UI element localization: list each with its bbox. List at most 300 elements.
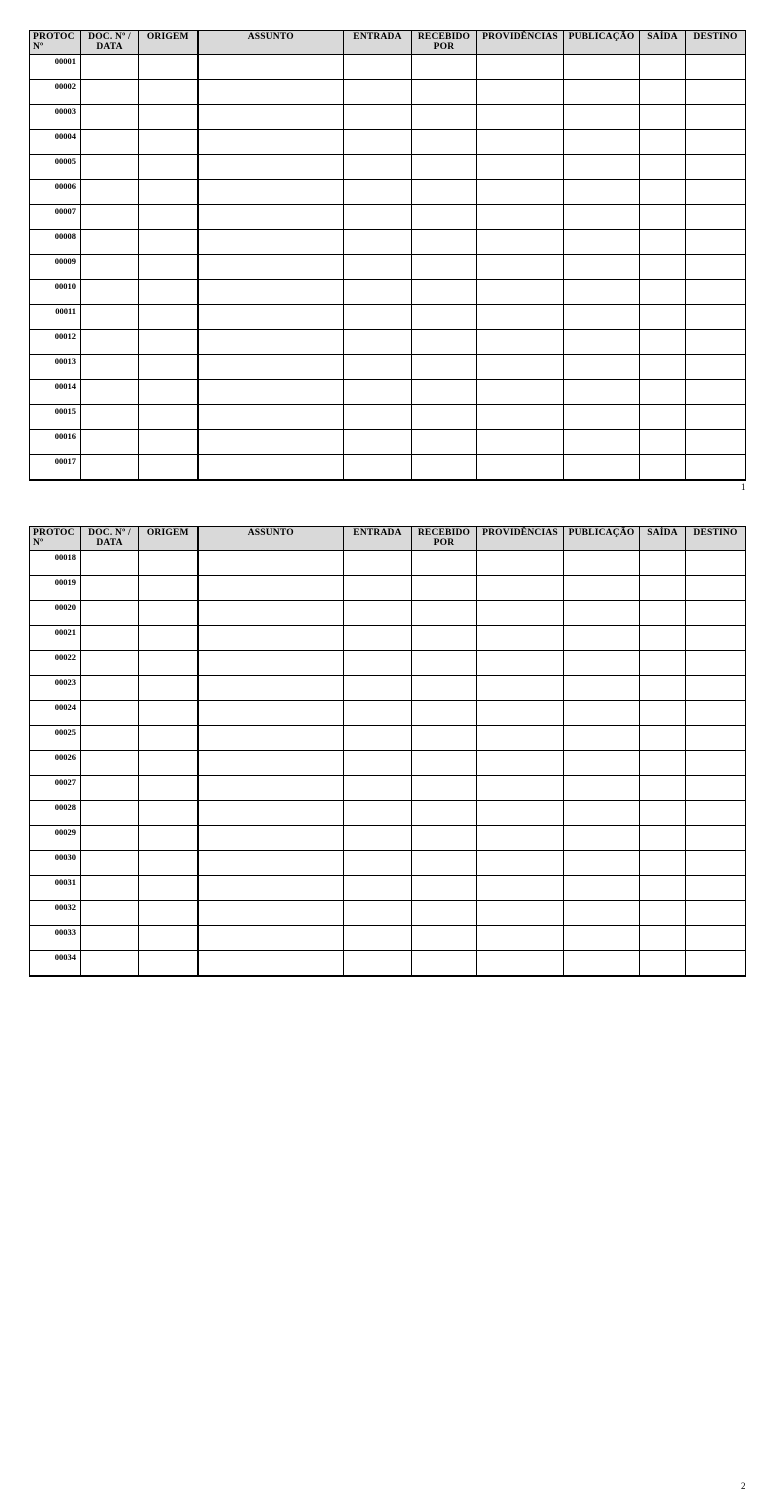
cell-providencias[interactable] (477, 851, 564, 876)
cell-providencias[interactable] (477, 701, 564, 726)
cell-assunto[interactable] (198, 626, 344, 651)
cell-assunto[interactable] (198, 130, 344, 155)
cell-doc[interactable] (81, 776, 139, 801)
cell-saida[interactable] (640, 455, 686, 481)
cell-publicacao[interactable] (564, 551, 640, 576)
cell-publicacao[interactable] (564, 280, 640, 305)
cell-doc[interactable] (81, 751, 139, 776)
cell-doc[interactable] (81, 105, 139, 130)
cell-doc[interactable] (81, 405, 139, 430)
cell-doc[interactable] (81, 801, 139, 826)
cell-publicacao[interactable] (564, 676, 640, 701)
cell-saida[interactable] (640, 926, 686, 951)
cell-publicacao[interactable] (564, 801, 640, 826)
cell-recebido[interactable] (412, 676, 477, 701)
cell-saida[interactable] (640, 430, 686, 455)
cell-providencias[interactable] (477, 576, 564, 601)
cell-recebido[interactable] (412, 130, 477, 155)
cell-saida[interactable] (640, 55, 686, 80)
cell-recebido[interactable] (412, 726, 477, 751)
cell-entrada[interactable] (344, 155, 412, 180)
cell-saida[interactable] (640, 105, 686, 130)
cell-recebido[interactable] (412, 330, 477, 355)
cell-entrada[interactable] (344, 380, 412, 405)
cell-entrada[interactable] (344, 405, 412, 430)
cell-entrada[interactable] (344, 355, 412, 380)
cell-destino[interactable] (686, 380, 746, 405)
cell-assunto[interactable] (198, 776, 344, 801)
cell-providencias[interactable] (477, 876, 564, 901)
cell-providencias[interactable] (477, 776, 564, 801)
cell-origem[interactable] (139, 205, 198, 230)
cell-entrada[interactable] (344, 901, 412, 926)
cell-destino[interactable] (686, 230, 746, 255)
cell-entrada[interactable] (344, 801, 412, 826)
cell-destino[interactable] (686, 626, 746, 651)
cell-entrada[interactable] (344, 80, 412, 105)
cell-origem[interactable] (139, 726, 198, 751)
cell-destino[interactable] (686, 405, 746, 430)
cell-publicacao[interactable] (564, 380, 640, 405)
cell-origem[interactable] (139, 280, 198, 305)
cell-entrada[interactable] (344, 676, 412, 701)
cell-doc[interactable] (81, 676, 139, 701)
cell-origem[interactable] (139, 801, 198, 826)
cell-saida[interactable] (640, 751, 686, 776)
cell-origem[interactable] (139, 951, 198, 977)
cell-entrada[interactable] (344, 430, 412, 455)
cell-entrada[interactable] (344, 751, 412, 776)
cell-saida[interactable] (640, 305, 686, 330)
cell-publicacao[interactable] (564, 55, 640, 80)
cell-doc[interactable] (81, 430, 139, 455)
cell-saida[interactable] (640, 205, 686, 230)
cell-doc[interactable] (81, 551, 139, 576)
cell-recebido[interactable] (412, 851, 477, 876)
cell-origem[interactable] (139, 851, 198, 876)
cell-doc[interactable] (81, 926, 139, 951)
cell-entrada[interactable] (344, 776, 412, 801)
cell-publicacao[interactable] (564, 926, 640, 951)
cell-assunto[interactable] (198, 305, 344, 330)
cell-entrada[interactable] (344, 651, 412, 676)
cell-destino[interactable] (686, 576, 746, 601)
cell-publicacao[interactable] (564, 205, 640, 230)
cell-assunto[interactable] (198, 751, 344, 776)
cell-publicacao[interactable] (564, 876, 640, 901)
cell-destino[interactable] (686, 551, 746, 576)
cell-destino[interactable] (686, 951, 746, 977)
cell-entrada[interactable] (344, 230, 412, 255)
cell-entrada[interactable] (344, 626, 412, 651)
cell-publicacao[interactable] (564, 951, 640, 977)
cell-saida[interactable] (640, 901, 686, 926)
cell-saida[interactable] (640, 355, 686, 380)
cell-recebido[interactable] (412, 876, 477, 901)
cell-doc[interactable] (81, 180, 139, 205)
cell-publicacao[interactable] (564, 355, 640, 380)
cell-entrada[interactable] (344, 551, 412, 576)
cell-providencias[interactable] (477, 305, 564, 330)
cell-destino[interactable] (686, 430, 746, 455)
cell-destino[interactable] (686, 105, 746, 130)
cell-origem[interactable] (139, 601, 198, 626)
cell-providencias[interactable] (477, 826, 564, 851)
cell-entrada[interactable] (344, 180, 412, 205)
cell-providencias[interactable] (477, 105, 564, 130)
cell-doc[interactable] (81, 305, 139, 330)
cell-publicacao[interactable] (564, 901, 640, 926)
cell-recebido[interactable] (412, 776, 477, 801)
cell-doc[interactable] (81, 355, 139, 380)
cell-destino[interactable] (686, 701, 746, 726)
cell-publicacao[interactable] (564, 776, 640, 801)
cell-providencias[interactable] (477, 330, 564, 355)
cell-recebido[interactable] (412, 80, 477, 105)
cell-assunto[interactable] (198, 551, 344, 576)
cell-entrada[interactable] (344, 926, 412, 951)
cell-destino[interactable] (686, 676, 746, 701)
cell-providencias[interactable] (477, 355, 564, 380)
cell-entrada[interactable] (344, 876, 412, 901)
cell-recebido[interactable] (412, 280, 477, 305)
cell-assunto[interactable] (198, 851, 344, 876)
cell-destino[interactable] (686, 205, 746, 230)
cell-saida[interactable] (640, 876, 686, 901)
cell-providencias[interactable] (477, 626, 564, 651)
cell-assunto[interactable] (198, 255, 344, 280)
cell-destino[interactable] (686, 651, 746, 676)
cell-recebido[interactable] (412, 305, 477, 330)
cell-recebido[interactable] (412, 105, 477, 130)
cell-recebido[interactable] (412, 901, 477, 926)
cell-origem[interactable] (139, 701, 198, 726)
cell-entrada[interactable] (344, 455, 412, 481)
cell-entrada[interactable] (344, 951, 412, 977)
cell-publicacao[interactable] (564, 255, 640, 280)
cell-providencias[interactable] (477, 901, 564, 926)
cell-doc[interactable] (81, 80, 139, 105)
cell-recebido[interactable] (412, 355, 477, 380)
cell-recebido[interactable] (412, 430, 477, 455)
cell-assunto[interactable] (198, 951, 344, 977)
cell-publicacao[interactable] (564, 701, 640, 726)
cell-entrada[interactable] (344, 851, 412, 876)
cell-destino[interactable] (686, 826, 746, 851)
cell-entrada[interactable] (344, 280, 412, 305)
cell-doc[interactable] (81, 280, 139, 305)
cell-doc[interactable] (81, 205, 139, 230)
cell-recebido[interactable] (412, 601, 477, 626)
cell-doc[interactable] (81, 701, 139, 726)
cell-recebido[interactable] (412, 380, 477, 405)
cell-providencias[interactable] (477, 430, 564, 455)
cell-providencias[interactable] (477, 651, 564, 676)
cell-assunto[interactable] (198, 355, 344, 380)
cell-saida[interactable] (640, 951, 686, 977)
cell-destino[interactable] (686, 455, 746, 481)
cell-publicacao[interactable] (564, 826, 640, 851)
cell-providencias[interactable] (477, 676, 564, 701)
cell-providencias[interactable] (477, 205, 564, 230)
cell-providencias[interactable] (477, 801, 564, 826)
cell-origem[interactable] (139, 430, 198, 455)
cell-destino[interactable] (686, 901, 746, 926)
cell-saida[interactable] (640, 155, 686, 180)
cell-providencias[interactable] (477, 405, 564, 430)
cell-recebido[interactable] (412, 230, 477, 255)
cell-assunto[interactable] (198, 180, 344, 205)
cell-providencias[interactable] (477, 551, 564, 576)
cell-providencias[interactable] (477, 926, 564, 951)
cell-saida[interactable] (640, 230, 686, 255)
cell-recebido[interactable] (412, 751, 477, 776)
cell-destino[interactable] (686, 280, 746, 305)
cell-assunto[interactable] (198, 80, 344, 105)
cell-doc[interactable] (81, 651, 139, 676)
cell-entrada[interactable] (344, 305, 412, 330)
cell-saida[interactable] (640, 826, 686, 851)
cell-entrada[interactable] (344, 701, 412, 726)
cell-publicacao[interactable] (564, 576, 640, 601)
cell-recebido[interactable] (412, 951, 477, 977)
cell-destino[interactable] (686, 751, 746, 776)
cell-assunto[interactable] (198, 726, 344, 751)
cell-origem[interactable] (139, 55, 198, 80)
cell-origem[interactable] (139, 305, 198, 330)
cell-doc[interactable] (81, 380, 139, 405)
cell-origem[interactable] (139, 626, 198, 651)
cell-publicacao[interactable] (564, 626, 640, 651)
cell-origem[interactable] (139, 230, 198, 255)
cell-assunto[interactable] (198, 430, 344, 455)
cell-doc[interactable] (81, 601, 139, 626)
cell-providencias[interactable] (477, 180, 564, 205)
cell-publicacao[interactable] (564, 851, 640, 876)
cell-saida[interactable] (640, 676, 686, 701)
cell-assunto[interactable] (198, 926, 344, 951)
cell-origem[interactable] (139, 405, 198, 430)
cell-publicacao[interactable] (564, 726, 640, 751)
cell-entrada[interactable] (344, 726, 412, 751)
cell-origem[interactable] (139, 826, 198, 851)
cell-destino[interactable] (686, 55, 746, 80)
cell-providencias[interactable] (477, 601, 564, 626)
cell-assunto[interactable] (198, 155, 344, 180)
cell-doc[interactable] (81, 876, 139, 901)
cell-providencias[interactable] (477, 280, 564, 305)
cell-saida[interactable] (640, 701, 686, 726)
cell-origem[interactable] (139, 551, 198, 576)
cell-doc[interactable] (81, 851, 139, 876)
cell-origem[interactable] (139, 130, 198, 155)
cell-recebido[interactable] (412, 55, 477, 80)
cell-destino[interactable] (686, 851, 746, 876)
cell-origem[interactable] (139, 751, 198, 776)
cell-origem[interactable] (139, 676, 198, 701)
cell-destino[interactable] (686, 305, 746, 330)
cell-entrada[interactable] (344, 576, 412, 601)
cell-providencias[interactable] (477, 751, 564, 776)
cell-providencias[interactable] (477, 80, 564, 105)
cell-saida[interactable] (640, 651, 686, 676)
cell-saida[interactable] (640, 80, 686, 105)
cell-assunto[interactable] (198, 676, 344, 701)
cell-destino[interactable] (686, 876, 746, 901)
cell-saida[interactable] (640, 130, 686, 155)
cell-saida[interactable] (640, 180, 686, 205)
cell-assunto[interactable] (198, 280, 344, 305)
cell-providencias[interactable] (477, 380, 564, 405)
cell-saida[interactable] (640, 776, 686, 801)
cell-saida[interactable] (640, 726, 686, 751)
cell-providencias[interactable] (477, 951, 564, 977)
cell-saida[interactable] (640, 280, 686, 305)
cell-publicacao[interactable] (564, 751, 640, 776)
cell-publicacao[interactable] (564, 651, 640, 676)
cell-saida[interactable] (640, 851, 686, 876)
cell-doc[interactable] (81, 901, 139, 926)
cell-origem[interactable] (139, 255, 198, 280)
cell-entrada[interactable] (344, 330, 412, 355)
cell-origem[interactable] (139, 926, 198, 951)
cell-recebido[interactable] (412, 180, 477, 205)
cell-providencias[interactable] (477, 726, 564, 751)
cell-doc[interactable] (81, 155, 139, 180)
cell-origem[interactable] (139, 901, 198, 926)
cell-saida[interactable] (640, 576, 686, 601)
cell-doc[interactable] (81, 130, 139, 155)
cell-recebido[interactable] (412, 926, 477, 951)
cell-publicacao[interactable] (564, 305, 640, 330)
cell-destino[interactable] (686, 330, 746, 355)
cell-assunto[interactable] (198, 876, 344, 901)
cell-destino[interactable] (686, 601, 746, 626)
cell-destino[interactable] (686, 155, 746, 180)
cell-publicacao[interactable] (564, 330, 640, 355)
cell-origem[interactable] (139, 155, 198, 180)
cell-recebido[interactable] (412, 626, 477, 651)
cell-providencias[interactable] (477, 230, 564, 255)
cell-assunto[interactable] (198, 651, 344, 676)
cell-origem[interactable] (139, 105, 198, 130)
cell-saida[interactable] (640, 405, 686, 430)
cell-origem[interactable] (139, 355, 198, 380)
cell-origem[interactable] (139, 380, 198, 405)
cell-assunto[interactable] (198, 455, 344, 481)
cell-providencias[interactable] (477, 155, 564, 180)
cell-recebido[interactable] (412, 576, 477, 601)
cell-saida[interactable] (640, 626, 686, 651)
cell-origem[interactable] (139, 80, 198, 105)
cell-assunto[interactable] (198, 205, 344, 230)
cell-entrada[interactable] (344, 255, 412, 280)
cell-entrada[interactable] (344, 601, 412, 626)
cell-providencias[interactable] (477, 455, 564, 481)
cell-publicacao[interactable] (564, 455, 640, 481)
cell-publicacao[interactable] (564, 155, 640, 180)
cell-providencias[interactable] (477, 130, 564, 155)
cell-doc[interactable] (81, 726, 139, 751)
cell-saida[interactable] (640, 380, 686, 405)
cell-recebido[interactable] (412, 405, 477, 430)
cell-destino[interactable] (686, 801, 746, 826)
cell-assunto[interactable] (198, 105, 344, 130)
cell-saida[interactable] (640, 551, 686, 576)
cell-recebido[interactable] (412, 155, 477, 180)
cell-saida[interactable] (640, 330, 686, 355)
cell-publicacao[interactable] (564, 80, 640, 105)
cell-providencias[interactable] (477, 255, 564, 280)
cell-recebido[interactable] (412, 801, 477, 826)
cell-destino[interactable] (686, 130, 746, 155)
cell-recebido[interactable] (412, 701, 477, 726)
cell-origem[interactable] (139, 776, 198, 801)
cell-destino[interactable] (686, 926, 746, 951)
cell-publicacao[interactable] (564, 105, 640, 130)
cell-recebido[interactable] (412, 651, 477, 676)
cell-entrada[interactable] (344, 130, 412, 155)
cell-assunto[interactable] (198, 380, 344, 405)
cell-publicacao[interactable] (564, 230, 640, 255)
cell-recebido[interactable] (412, 255, 477, 280)
cell-saida[interactable] (640, 801, 686, 826)
cell-assunto[interactable] (198, 826, 344, 851)
cell-assunto[interactable] (198, 701, 344, 726)
cell-origem[interactable] (139, 876, 198, 901)
cell-entrada[interactable] (344, 826, 412, 851)
cell-destino[interactable] (686, 726, 746, 751)
cell-doc[interactable] (81, 255, 139, 280)
cell-assunto[interactable] (198, 801, 344, 826)
cell-recebido[interactable] (412, 205, 477, 230)
cell-destino[interactable] (686, 355, 746, 380)
cell-destino[interactable] (686, 180, 746, 205)
cell-destino[interactable] (686, 255, 746, 280)
cell-assunto[interactable] (198, 405, 344, 430)
cell-origem[interactable] (139, 330, 198, 355)
cell-publicacao[interactable] (564, 601, 640, 626)
cell-saida[interactable] (640, 255, 686, 280)
cell-origem[interactable] (139, 455, 198, 481)
cell-recebido[interactable] (412, 826, 477, 851)
cell-entrada[interactable] (344, 55, 412, 80)
cell-doc[interactable] (81, 576, 139, 601)
cell-doc[interactable] (81, 455, 139, 481)
cell-origem[interactable] (139, 576, 198, 601)
cell-assunto[interactable] (198, 576, 344, 601)
cell-assunto[interactable] (198, 901, 344, 926)
cell-entrada[interactable] (344, 205, 412, 230)
cell-doc[interactable] (81, 230, 139, 255)
cell-publicacao[interactable] (564, 130, 640, 155)
cell-publicacao[interactable] (564, 405, 640, 430)
cell-assunto[interactable] (198, 230, 344, 255)
cell-origem[interactable] (139, 651, 198, 676)
cell-recebido[interactable] (412, 551, 477, 576)
cell-destino[interactable] (686, 80, 746, 105)
cell-assunto[interactable] (198, 330, 344, 355)
cell-providencias[interactable] (477, 55, 564, 80)
cell-saida[interactable] (640, 601, 686, 626)
cell-doc[interactable] (81, 55, 139, 80)
cell-doc[interactable] (81, 951, 139, 977)
cell-assunto[interactable] (198, 55, 344, 80)
cell-doc[interactable] (81, 826, 139, 851)
cell-origem[interactable] (139, 180, 198, 205)
cell-destino[interactable] (686, 776, 746, 801)
cell-doc[interactable] (81, 626, 139, 651)
